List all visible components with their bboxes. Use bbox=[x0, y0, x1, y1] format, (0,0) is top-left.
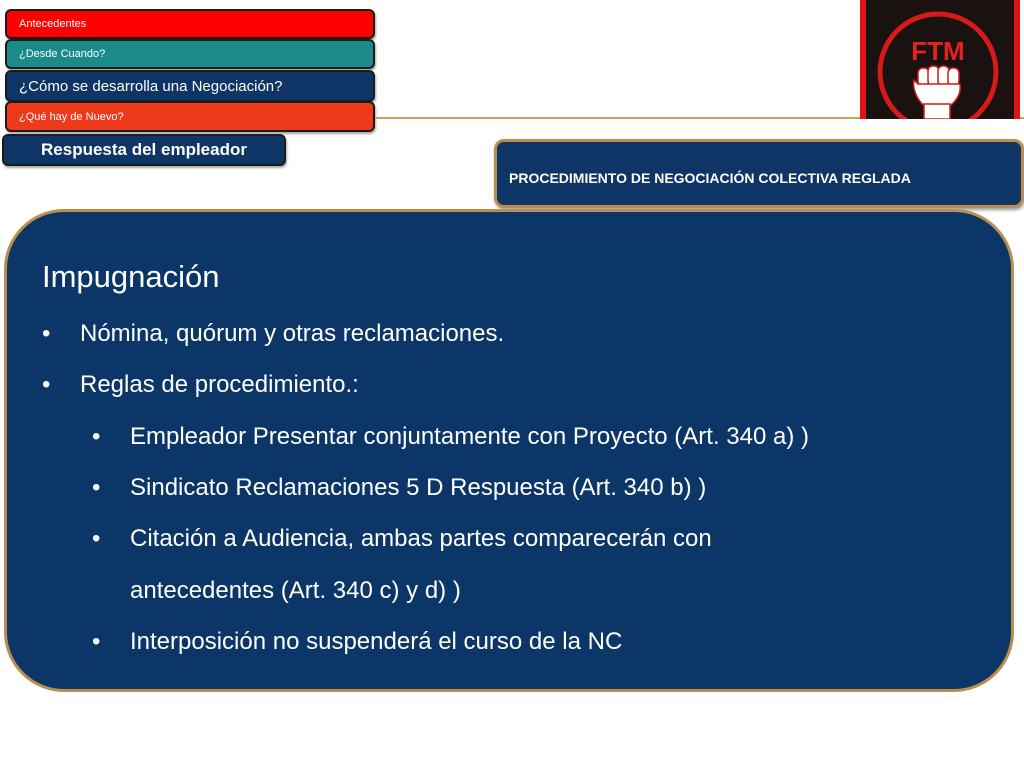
nav-que-hay-de-nuevo-button[interactable] bbox=[5, 101, 375, 132]
bullet-mark: • bbox=[42, 320, 51, 347]
nav-desde-cuando-button[interactable] bbox=[5, 39, 375, 69]
procedure-title-box bbox=[494, 139, 1024, 208]
content-panel bbox=[4, 209, 1014, 692]
procedure-title: PROCEDIMIENTO DE NEGOCIACIÓN COLECTIVA REGLADA bbox=[509, 169, 911, 186]
nav-que-hay-de-nuevo-label: ¿Qué hay de Nuevo? bbox=[19, 110, 124, 123]
list-item-text: Nómina, quórum y otras reclamaciones. bbox=[80, 320, 505, 347]
raised-fist-icon bbox=[866, 0, 1014, 119]
list-item-text: Sindicato Reclamaciones 5 D Respuesta (Art. 340 b) ) bbox=[130, 474, 707, 501]
bullet-mark: • bbox=[92, 474, 101, 501]
nav-antecedentes-label: Antecedentes bbox=[19, 18, 87, 30]
nav-respuesta-empleador-label: Respuesta del empleador bbox=[41, 140, 247, 159]
list-item-text: Reglas de procedimiento.: bbox=[80, 371, 359, 398]
list-item-text: antecedentes (Art. 340 c) y d) ) bbox=[130, 577, 461, 604]
nav-respuesta-empleador-button[interactable] bbox=[2, 134, 286, 166]
bullet-mark: • bbox=[92, 628, 101, 655]
list-item-text: Interposición no suspenderá el curso de la NC bbox=[130, 628, 623, 655]
bullet-mark: • bbox=[42, 371, 51, 398]
nav-como-se-desarrolla-button[interactable] bbox=[5, 70, 375, 102]
list-item-text: Citación a Audiencia, ambas partes comparecerán con bbox=[130, 525, 712, 552]
nav-antecedentes-button[interactable] bbox=[5, 9, 375, 39]
logo-background bbox=[866, 0, 1014, 119]
list-item-text: Empleador Presentar conjuntamente con Proyecto (Art. 340 a) ) bbox=[130, 423, 810, 450]
logo-text: FTM bbox=[911, 36, 965, 66]
bullet-mark: • bbox=[92, 423, 101, 450]
panel-title: Impugnación bbox=[42, 259, 220, 294]
nav-como-se-desarrolla-label: ¿Cómo se desarrolla una Negociación? bbox=[19, 77, 283, 95]
bullet-mark: • bbox=[92, 525, 101, 552]
nav-desde-cuando-label: ¿Desde Cuando? bbox=[19, 48, 106, 60]
ftm-logo bbox=[860, 0, 1020, 119]
